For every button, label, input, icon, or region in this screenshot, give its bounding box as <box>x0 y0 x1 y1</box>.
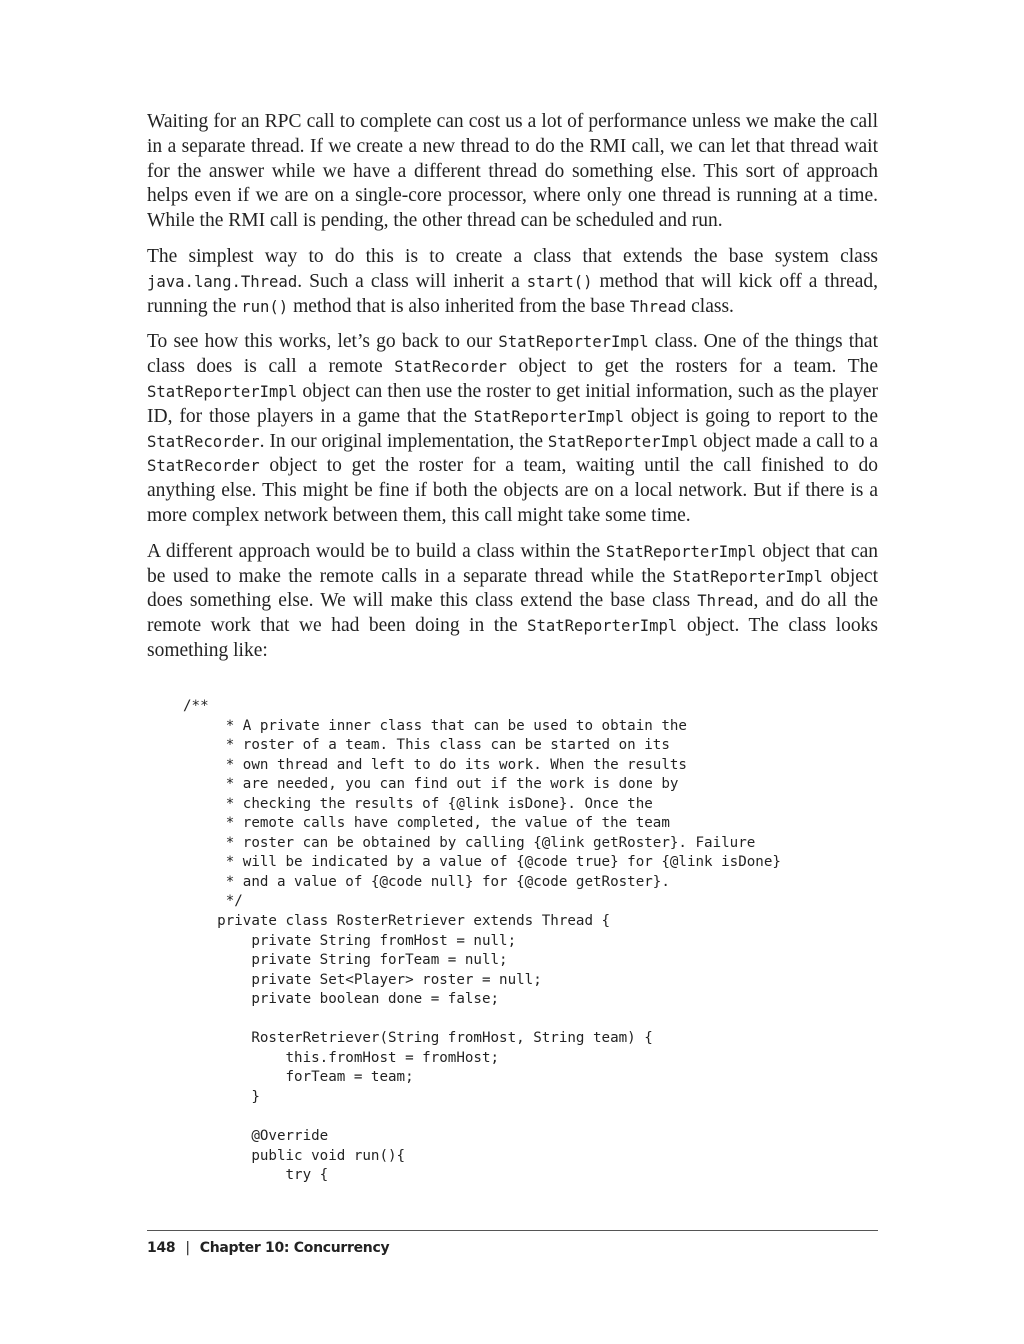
inline-code: StatReporterImpl <box>473 407 624 426</box>
code-line: private Set<Player> roster = null; <box>183 971 542 988</box>
code-listing <box>183 697 781 1186</box>
code-line: } <box>183 1088 260 1105</box>
inline-code: Thread <box>697 592 754 611</box>
inline-code: StatRecorder <box>394 358 507 377</box>
code-line: RosterRetriever(String fromHost, String team) { <box>183 1030 653 1047</box>
code-line: /** <box>183 698 209 714</box>
code-line: private class RosterRetriever extends Thread { <box>183 913 611 930</box>
paragraph <box>147 540 878 664</box>
code-line: private boolean done = false; <box>183 991 500 1008</box>
inline-code: StatReporterImpl <box>147 382 298 401</box>
code-line: * roster of a team. This class can be started on its <box>183 737 670 754</box>
code-line: private String forTeam = null; <box>183 952 508 969</box>
paragraph <box>147 330 878 528</box>
page-footer <box>147 1240 389 1256</box>
chapter-title: Chapter 10: Concurrency <box>199 1240 390 1256</box>
paragraph <box>147 245 878 319</box>
paragraph <box>147 110 878 234</box>
code-line: * and a value of {@code null} for {@code getRoster}. <box>183 873 670 890</box>
text-segment: class. <box>686 295 734 317</box>
inline-code: StatRecorder <box>147 432 260 451</box>
inline-code: StatReporterImpl <box>606 542 757 561</box>
code-line: * roster can be obtained by calling {@link getRoster}. Failure <box>183 834 756 851</box>
text-segment: , and do all the remote work that we had been doing in the <box>147 590 879 637</box>
code-line: this.fromHost = fromHost; <box>183 1049 500 1066</box>
code-line: @Override <box>183 1128 329 1145</box>
page-number: 148 <box>147 1240 176 1256</box>
text-segment: A different approach would be to build a class within the <box>147 540 607 562</box>
text-segment: Waiting for an RPC call to complete can cost us a lot of performance unless we make the call in a separate thread. If we create a new thread to do the RMI call, we can let that thread wait for the answer while we have a different thread do something else. This sort of approach helps even if we are on a single-core processor, where only one thread is running at a time. While the RMI call is pending, the other thread can be scheduled and run. <box>147 111 878 232</box>
text-segment: object. The class looks something like: <box>147 615 878 661</box>
code-line <box>183 1010 781 1030</box>
inline-code: StatReporterImpl <box>547 432 699 451</box>
inline-code: start() <box>526 272 593 291</box>
inline-code: java.lang.Thread <box>147 272 298 291</box>
text-segment: method that is also inherited from the base <box>288 295 630 317</box>
footer-separator: | <box>185 1240 190 1256</box>
text-segment: The simplest way to do this is to create a class that extends the base system class <box>147 245 878 267</box>
text-segment: . In our original implementation, the <box>259 430 548 452</box>
text-segment: To see how this works, let’s go back to our <box>147 331 499 353</box>
inline-code: StatRecorder <box>147 457 260 476</box>
text-segment: object that can be used to make the remote calls in a separate thread while the <box>147 540 878 587</box>
text-segment: object to get the rosters for a team. The <box>506 356 878 378</box>
code-line: * will be indicated by a value of {@code true} for {@link isDone} <box>183 854 781 871</box>
text-segment: object can then use the roster to get initial information, such as the player ID, for those players in a game that the <box>147 380 878 427</box>
code-line: public void run(){ <box>183 1147 406 1164</box>
body-text <box>147 110 878 675</box>
inline-code: StatReporterImpl <box>527 617 678 636</box>
code-line: * own thread and left to do its work. When the results <box>183 756 687 773</box>
code-line: * are needed, you can find out if the work is done by <box>183 776 679 793</box>
code-line: * remote calls have completed, the value of the team <box>183 815 670 832</box>
text-segment: object made a call to a <box>698 430 878 452</box>
code-line: try { <box>183 1167 329 1184</box>
inline-code: Thread <box>629 297 687 316</box>
footer-divider <box>147 1230 878 1231</box>
inline-code: StatReporterImpl <box>672 567 823 586</box>
text-segment: method that will kick off a thread, running the <box>147 270 879 317</box>
code-line <box>183 1107 781 1127</box>
text-segment: object does something else. We will make this class extend the base class <box>147 565 878 612</box>
text-segment: class. One of the things that class does is call a remote <box>147 331 879 378</box>
inline-code: StatReporterImpl <box>498 333 649 352</box>
code-line: * A private inner class that can be used to obtain the <box>183 717 687 734</box>
code-line: forTeam = team; <box>183 1069 414 1086</box>
code-line: * checking the results of {@link isDone}. Once the <box>183 795 653 812</box>
text-segment: object to get the roster for a team, waiting until the call finished to do anything else. This might be fine if both the objects are on a local network. But if there is a more complex network between them, this call might take some time. <box>147 455 878 526</box>
text-segment: object is going to report to the <box>623 405 878 427</box>
code-line: private String fromHost = null; <box>183 932 517 949</box>
text-segment: . Such a class will inherit a <box>297 270 527 292</box>
code-line: */ <box>183 893 243 910</box>
inline-code: run() <box>241 297 289 316</box>
